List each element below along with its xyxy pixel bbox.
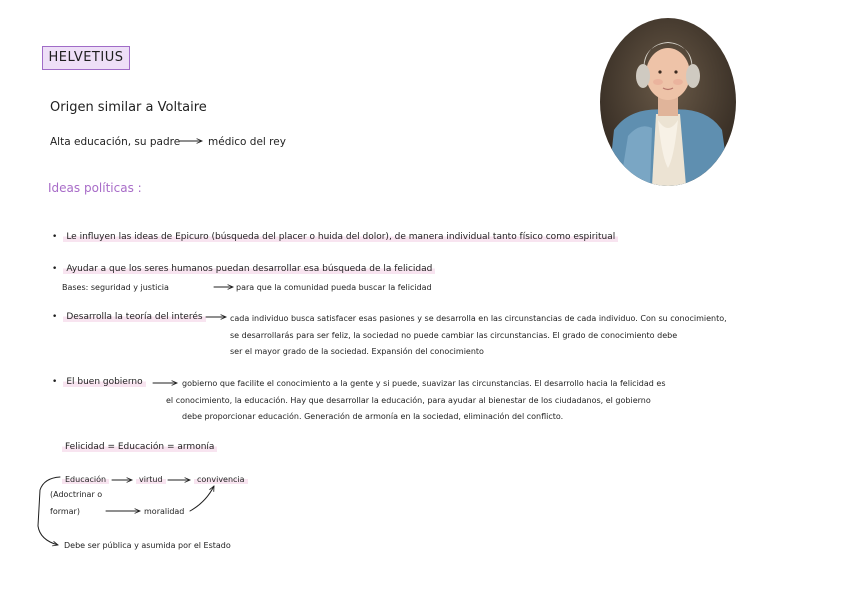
page-title: HELVETIUS (42, 46, 130, 70)
bracket-estado (38, 477, 60, 545)
diagram-educacion-text: Educación (62, 475, 109, 484)
section-heading: Ideas políticas : (48, 181, 142, 195)
interes-line-2: se desarrollarás para ser feliz, la sociedad no puede cambiar las circunstancias. El grado de conocimiento debe (230, 331, 678, 340)
equation-text: Felicidad = Educación = armonía (62, 442, 217, 452)
intro-education-b: médico del rey (208, 136, 286, 148)
bullet-ayudar-text: Ayudar a que los seres humanos puedan desarrollar esa búsqueda de la felicidad (63, 264, 435, 274)
interes-line-1: cada individuo busca satisfacer esas pasiones y se desarrolla en las circunstancias de cada individuo. Con su conocimiento, (230, 314, 727, 323)
bullet-gobierno-label: El buen gobierno (63, 377, 145, 387)
diagram-moralidad: moralidad (144, 507, 185, 516)
gobierno-line-1: gobierno que facilite el conocimiento a la gente y si puede, suavizar las circunstancias. El desarrollo hacia la felicidad es (182, 379, 666, 388)
arrow-moralidad-convivencia (190, 486, 214, 511)
bases-result: para que la comunidad pueda buscar la felicidad (236, 283, 432, 292)
diagram-adoctrinar-2: formar) (50, 507, 80, 516)
interes-line-3: ser el mayor grado de la sociedad. Expansión del conocimiento (230, 347, 484, 356)
diagram-estado: Debe ser pública y asumida por el Estado (64, 541, 231, 550)
diagram-virtud-text: virtud (136, 475, 166, 484)
diagram-convivencia-text: convivencia (194, 475, 248, 484)
bullet-interes-label: Desarrolla la teoría del interés (63, 312, 205, 322)
gobierno-line-3: debe proporcionar educación. Generación de armonía en la sociedad, eliminación del conflicto. (182, 412, 564, 421)
portrait-image (600, 18, 736, 186)
bullet-epicuro-text: Le influyen las ideas de Epicuro (búsqueda del placer o huida del dolor), de manera individual tanto físico como espiritual (63, 232, 618, 242)
diagram-adoctrinar-1: (Adoctrinar o (50, 490, 103, 499)
gobierno-line-2: el conocimiento, la educación. Hay que desarrollar la educación, para ayudar al bienestar de los ciudadanos, el gobierno (166, 396, 651, 405)
intro-education-a: Alta educación, su padre (50, 136, 181, 148)
intro-origin: Origen similar a Voltaire (50, 100, 207, 115)
bases-label: Bases: seguridad y justicia (62, 283, 169, 292)
